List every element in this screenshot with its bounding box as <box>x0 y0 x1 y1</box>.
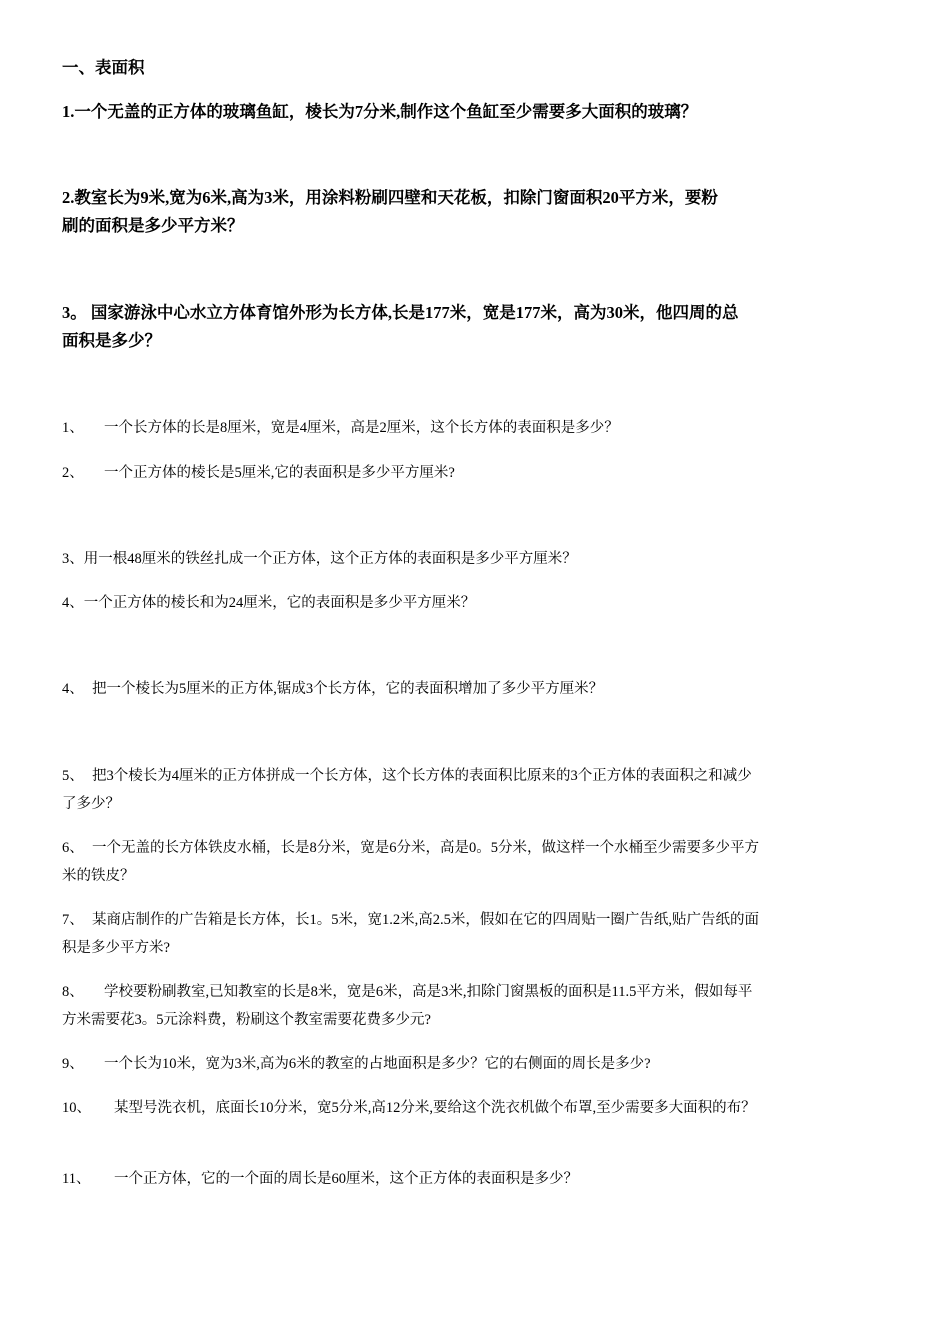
question-2 <box>62 459 884 487</box>
question-10 <box>62 1094 884 1122</box>
question-1-number: 1、 <box>62 420 84 436</box>
question-9-text: 一个长为10米，宽为3米,高为6米的教室的占地面积是多少？它的右侧面的周长是多少? <box>104 1056 651 1072</box>
question-7-text: 某商店制作的广告箱是长方体，长1。5米，宽1.2米,高2.5米，假如在它的四周贴一圈广告纸,贴广告纸的面 <box>92 912 759 928</box>
question-3: 3、用一根48厘米的铁丝扎成一个正方体，这个正方体的表面积是多少平方厘米？ <box>62 551 577 567</box>
question-7-line-1 <box>62 906 884 934</box>
question-10-number: 10、 <box>62 1100 91 1116</box>
question-1 <box>62 414 884 442</box>
question-6-line-2: 米的铁皮？ <box>62 868 135 884</box>
question-7-number: 7、 <box>62 912 84 928</box>
question-7-line-2: 积是多少平方米? <box>62 940 170 956</box>
question-9-number: 9、 <box>62 1056 84 1072</box>
question-8-text: 学校要粉刷教室,已知教室的长是8米，宽是6米，高是3米,扣除门窗黑板的面积是11.5平方米，假如每平 <box>104 984 753 1000</box>
question-11-number: 11、 <box>62 1171 91 1187</box>
question-11 <box>62 1165 884 1193</box>
question-4b-text: 把一个棱长为5厘米的正方体,锯成3个长方体，它的表面积增加了多少平方厘米？ <box>92 681 604 697</box>
question-5-text: 把3个棱长为4厘米的正方体拼成一个长方体，这个长方体的表面积比原来的3个正方体的表面积之和减少 <box>92 768 752 784</box>
question-5-line-1 <box>62 762 884 790</box>
question-9 <box>62 1050 884 1078</box>
question-6-number: 6、 <box>62 840 84 856</box>
question-10-text: 某型号洗衣机，底面长10分米，宽5分米,高12分米,要给这个洗衣机做个布罩,至少需要多大面积的布？ <box>114 1100 756 1116</box>
section-title: 一、表面积 <box>62 58 145 77</box>
bold-question-3-line-2: 面积是多少？ <box>62 331 161 350</box>
question-6-text: 一个无盖的长方体铁皮水桶，长是8分米，宽是6分米，高是0。5分米，做这样一个水桶至少需要多少平方 <box>92 840 759 856</box>
question-5-line-2: 了多少？ <box>62 796 120 812</box>
question-5-number: 5、 <box>62 768 84 784</box>
question-8-line-1 <box>62 978 884 1006</box>
question-2-number: 2、 <box>62 465 84 481</box>
bold-question-3-line-1: 3。 国家游泳中心水立方体育馆外形为长方体,长是177米，宽是177米，高为30米，他四周的总 <box>62 303 739 322</box>
question-8-line-2: 方米需要花3。5元涂料费，粉刷这个教室需要花费多少元? <box>62 1012 431 1028</box>
bold-question-2-line-1: 2.教室长为9米,宽为6米,高为3米，用涂料粉刷四壁和天花板，扣除门窗面积20平方米，要粉 <box>62 188 718 207</box>
question-2-text: 一个正方体的棱长是5厘米,它的表面积是多少平方厘米? <box>104 465 455 481</box>
bold-question-2-line-2: 刷的面积是多少平方米？ <box>62 216 244 235</box>
question-4b <box>62 675 884 703</box>
question-6-line-1 <box>62 834 884 862</box>
question-11-text: 一个正方体，它的一个面的周长是60厘米，这个正方体的表面积是多少？ <box>114 1171 578 1187</box>
question-4b-number: 4、 <box>62 681 84 697</box>
bold-question-1: 1.一个无盖的正方体的玻璃鱼缸，棱长为7分米,制作这个鱼缸至少需要多大面积的玻璃？ <box>62 102 698 121</box>
question-1-text: 一个长方体的长是8厘米，宽是4厘米，高是2厘米，这个长方体的表面积是多少？ <box>104 420 619 436</box>
question-8-number: 8、 <box>62 984 84 1000</box>
question-4: 4、一个正方体的棱长和为24厘米，它的表面积是多少平方厘米？ <box>62 595 476 611</box>
